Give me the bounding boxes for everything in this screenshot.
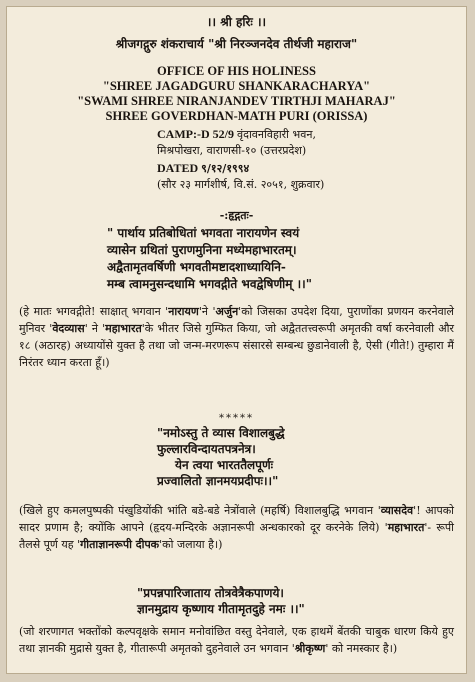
verse1-line4: मम्ब त्वामनुसन्दधामि भगवद्गीते भवद्वेषिणीम् ।।" — [107, 277, 312, 291]
para1-bold-arjuna: अर्जुन — [215, 305, 239, 318]
para1-bold-narayana: नारायण — [168, 305, 199, 318]
title-line-4: SHREE GOVERDHAN-MATH PURI (ORISSA) — [105, 109, 368, 123]
verse1-line3: अद्वैतामृतवर्षिणी भगवतीमष्टादशाध्यायिनि- — [107, 260, 286, 274]
para2-text-3: '- रूपी तैलसे पूर्ण यह ' — [19, 521, 454, 551]
title-line-2: "SHREE JAGADGURU SHANKARACHARYA" — [102, 79, 371, 93]
para1-bold-mahabharata: महाभारत — [105, 322, 142, 335]
para1-text-4: ' ने ' — [84, 322, 106, 335]
verse2-line1: "नमोऽस्तु ते व्यास विशालबुद्धे — [157, 426, 285, 440]
para1-bold-vedavyasa: वेदव्यास — [52, 322, 85, 335]
dated-value: ९/१२/१९९४ — [201, 162, 250, 175]
letterhead-page — [6, 6, 467, 674]
verse3-line1: "प्रपन्नपारिजाताय तोत्रवेत्रैकपाणये। — [137, 586, 284, 600]
verse3-line2: ज्ञानमुद्राय कृष्णाय गीतामृतदुहे नमः ।।" — [137, 602, 305, 616]
para2-bold-gita-deepak: गीताज्ञानरूपी दीपक — [80, 538, 160, 551]
verse1-line2: व्यासेन ग्रथितां पुराणमुनिना मध्येमहाभारतम्। — [107, 243, 297, 257]
para2-text-1: (खिले हुए कमलपुष्पकी पंखुडियोंकी भांति बडे-बडे नेत्रोंवाले (महर्षि) विशालबुद्धि भगवान ' — [19, 504, 381, 517]
paragraph-1 — [19, 303, 454, 371]
para2-text-2: '! आपको सादर प्रणाम है; क्योंकि आपने (हृदय-मन्दिरके अज्ञानरूपी अन्धकारको दूर करनेके लिये) ' — [19, 504, 454, 534]
verse1-line1: " पार्थाय प्रतिबोधितां भगवता नारायणेन स्वयं — [107, 226, 300, 240]
separator-stars: ***** — [219, 413, 254, 424]
para3-text-2: ' को नमस्कार है।) — [325, 642, 398, 655]
invocation: ।। श्री हरिः ।। — [206, 15, 267, 29]
para2-bold-mahabharata: महाभारत — [387, 521, 425, 534]
title-line-3: "SWAMI SHREE NIRANJANDEV TIRTHJI MAHARAJ" — [77, 94, 396, 108]
samvat-date: (सौर २३ मार्गशीर्ष, वि.सं. २०५१, शुक्रवार) — [157, 178, 325, 191]
camp-place: वृंदावनविहारी भवन, — [236, 128, 316, 141]
para1-text-5: 'के भीतर जिसे गुम्फित किया, जो अद्वैततत्त्वरूपी अमृतकी वर्षा करनेवाली और १८ (अठारह) अध्यायोंसे युक्त है तथा जो जन्म-मरणरूप संसारसे सम्बन्ध छुडानेवाली है, ऐसी (गीते!) तुम्हारा मैं निरंतर ध्यान करता हूँ।) — [19, 322, 454, 369]
verse2-line2: फुल्लारविन्दायतपत्रनेत्र। — [157, 442, 256, 456]
paragraph-2 — [19, 502, 454, 553]
office-line: OFFICE OF HIS HOLINESS — [157, 64, 316, 78]
paragraph-3 — [19, 623, 454, 657]
address: मिश्रपोखरा, वाराणसी-१० (उत्तरप्रदेश) — [157, 144, 307, 157]
para1-text-2: 'ने ' — [198, 305, 216, 318]
para2-bold-vyasadeva: व्यासदेव — [380, 504, 414, 517]
para3-text-1: (जो शरणागत भक्तोंको कल्पवृक्षके समान मनोवांछित वस्तु देनेवाले, एक हाथमें बेंतकी चाबुक धारण किये हुए तथा ज्ञानकी मुद्रासे युक्त है, गीतारूपी अमृतको दुहनेवाले उन भगवान ' — [19, 625, 454, 655]
para2-text-4: 'को जलाया है।) — [159, 538, 223, 551]
para3-bold-shrikrishna: श्रीकृष्ण — [294, 642, 326, 655]
dated-label: DATED — [157, 161, 199, 175]
para1-text-3: 'को जिसका उपदेश दिया, पुराणोंका प्रणयन करनेवाले मुनिवर ' — [19, 305, 454, 335]
sanskrit-title: श्रीजगद्गुरु शंकराचार्य "श्री निरञ्जनदेव तीर्थजी महाराज" — [115, 37, 358, 51]
verse2-line3: येन त्वया भारततैलपूर्णः — [175, 458, 274, 472]
para1-text-1: (हे मातः भगवद्गीते! साक्षात् भगवान ' — [19, 305, 169, 318]
camp-label: CAMP:-D 52/9 — [157, 127, 234, 141]
hridgat-heading: -:हृद्गतः- — [219, 209, 254, 222]
verse2-line4: प्रज्वालितो ज्ञानमयप्रदीपः।।" — [157, 474, 279, 488]
